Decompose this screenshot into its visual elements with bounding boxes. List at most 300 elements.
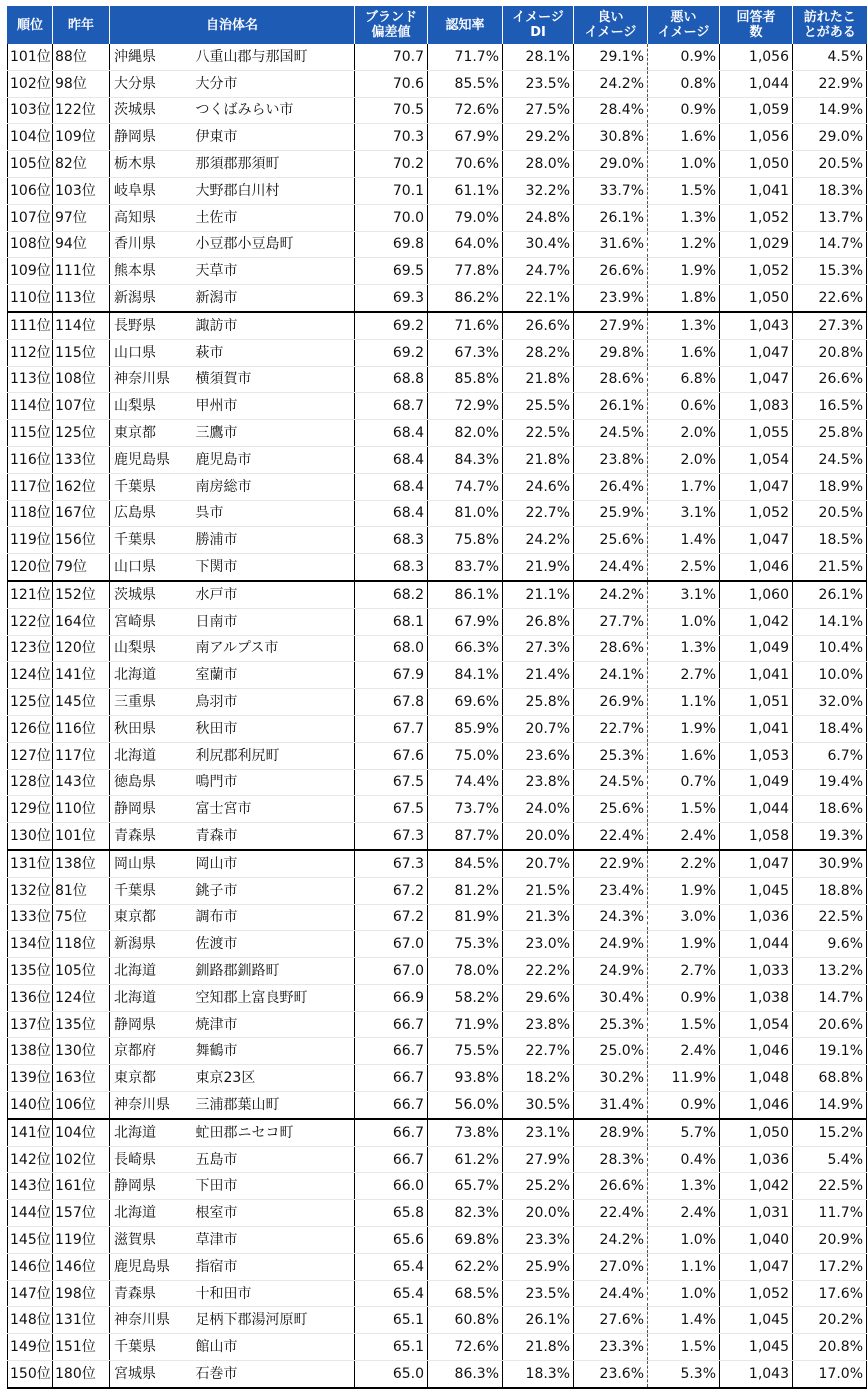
respondents-cell: 1,046 [720,554,793,581]
city-cell: 伊東市 [188,124,355,151]
visited-cell: 20.6% [793,1011,867,1038]
city-cell: 甲州市 [188,393,355,420]
awareness-cell: 79.0% [428,204,503,231]
respondents-cell: 1,047 [720,1253,793,1280]
good-image-cell: 22.4% [574,823,648,850]
good-image-cell: 33.7% [574,177,648,204]
table-row [8,204,867,231]
brand-score-cell: 66.9 [355,984,428,1011]
visited-cell: 21.5% [793,554,867,581]
brand-score-cell: 68.2 [355,581,428,608]
awareness-cell: 74.7% [428,473,503,500]
bad-image-cell: 1.5% [648,796,720,823]
awareness-cell: 72.9% [428,393,503,420]
table-row [8,877,867,904]
awareness-cell: 66.3% [428,635,503,662]
prev-rank-cell: 114位 [53,312,110,339]
table-row [8,823,867,850]
respondents-cell: 1,050 [720,1119,793,1146]
awareness-cell: 73.8% [428,1119,503,1146]
brand-score-cell: 67.5 [355,796,428,823]
respondents-cell: 1,051 [720,689,793,716]
visited-cell: 22.5% [793,904,867,931]
city-cell: 呉市 [188,500,355,527]
prev-rank-cell: 94位 [53,231,110,258]
rank-cell: 126位 [8,715,53,742]
visited-cell: 22.9% [793,70,867,97]
visited-cell: 19.3% [793,823,867,850]
table-row [8,1200,867,1227]
respondents-cell: 1,036 [720,1146,793,1173]
good-image-cell: 26.4% [574,473,648,500]
city-cell: 空知郡上富良野町 [188,984,355,1011]
good-image-cell: 26.6% [574,258,648,285]
table-row [8,958,867,985]
city-cell: 鹿児島市 [188,446,355,473]
image-di-cell: 21.9% [503,554,574,581]
brand-score-cell: 69.8 [355,231,428,258]
brand-score-cell: 70.5 [355,97,428,124]
city-cell: 富士宮市 [188,796,355,823]
table-row [8,796,867,823]
image-di-cell: 27.5% [503,97,574,124]
awareness-cell: 67.3% [428,339,503,366]
rank-cell: 114位 [8,393,53,420]
good-image-cell: 24.3% [574,904,648,931]
table-row [8,904,867,931]
table-row [8,1146,867,1173]
prefecture-cell: 神奈川県 [110,1307,188,1334]
prev-rank-cell: 118位 [53,931,110,958]
awareness-cell: 71.6% [428,312,503,339]
bad-image-cell: 11.9% [648,1065,720,1092]
rank-cell: 139位 [8,1065,53,1092]
city-cell: 三鷹市 [188,420,355,447]
rank-cell: 135位 [8,958,53,985]
image-di-cell: 24.8% [503,204,574,231]
awareness-cell: 85.8% [428,366,503,393]
table-row [8,984,867,1011]
respondents-cell: 1,047 [720,366,793,393]
brand-score-cell: 68.8 [355,366,428,393]
good-image-cell: 27.7% [574,608,648,635]
city-cell: 水戸市 [188,581,355,608]
city-cell: 萩市 [188,339,355,366]
brand-score-cell: 67.0 [355,931,428,958]
good-image-cell: 31.4% [574,1092,648,1119]
prefecture-cell: 鹿児島県 [110,1253,188,1280]
rank-cell: 136位 [8,984,53,1011]
table-row [8,258,867,285]
good-image-cell: 22.7% [574,715,648,742]
visited-cell: 14.1% [793,608,867,635]
respondents-cell: 1,052 [720,500,793,527]
city-cell: 下田市 [188,1173,355,1200]
image-di-cell: 22.5% [503,420,574,447]
prefecture-cell: 岐阜県 [110,177,188,204]
city-cell: 足柄下郡湯河原町 [188,1307,355,1334]
visited-cell: 15.2% [793,1119,867,1146]
awareness-cell: 93.8% [428,1065,503,1092]
awareness-cell: 60.8% [428,1307,503,1334]
prefecture-cell: 徳島県 [110,769,188,796]
visited-cell: 14.9% [793,1092,867,1119]
city-cell: 利尻郡利尻町 [188,742,355,769]
good-image-cell: 25.0% [574,1038,648,1065]
visited-cell: 20.2% [793,1307,867,1334]
image-di-cell: 22.7% [503,1038,574,1065]
bad-image-cell: 3.1% [648,500,720,527]
header-visited: 訪れたこ とがある [793,6,867,44]
awareness-cell: 84.5% [428,850,503,877]
respondents-cell: 1,054 [720,446,793,473]
good-image-cell: 28.3% [574,1146,648,1173]
awareness-cell: 74.4% [428,769,503,796]
header-respondents: 回答者 数 [720,6,793,44]
brand-score-cell: 65.6 [355,1227,428,1254]
visited-cell: 27.3% [793,312,867,339]
city-cell: 三浦郡葉山町 [188,1092,355,1119]
image-di-cell: 28.1% [503,44,574,70]
image-di-cell: 27.3% [503,635,574,662]
awareness-cell: 72.6% [428,97,503,124]
brand-score-cell: 70.6 [355,70,428,97]
respondents-cell: 1,047 [720,850,793,877]
prev-rank-cell: 138位 [53,850,110,877]
respondents-cell: 1,050 [720,151,793,178]
prev-rank-cell: 198位 [53,1280,110,1307]
prev-rank-cell: 117位 [53,742,110,769]
prev-rank-cell: 103位 [53,177,110,204]
visited-cell: 9.6% [793,931,867,958]
bad-image-cell: 1.5% [648,1334,720,1361]
rank-cell: 141位 [8,1119,53,1146]
image-di-cell: 18.3% [503,1361,574,1388]
prefecture-cell: 岡山県 [110,850,188,877]
prefecture-cell: 北海道 [110,1119,188,1146]
image-di-cell: 27.9% [503,1146,574,1173]
prefecture-cell: 北海道 [110,1200,188,1227]
table-row [8,393,867,420]
image-di-cell: 29.2% [503,124,574,151]
good-image-cell: 24.5% [574,769,648,796]
visited-cell: 10.0% [793,662,867,689]
table-row [8,850,867,877]
brand-score-cell: 65.8 [355,1200,428,1227]
awareness-cell: 72.6% [428,1334,503,1361]
respondents-cell: 1,029 [720,231,793,258]
prev-rank-cell: 152位 [53,581,110,608]
good-image-cell: 23.6% [574,1361,648,1388]
brand-score-cell: 67.2 [355,877,428,904]
awareness-cell: 87.7% [428,823,503,850]
city-cell: つくばみらい市 [188,97,355,124]
visited-cell: 17.2% [793,1253,867,1280]
awareness-cell: 56.0% [428,1092,503,1119]
table-row [8,473,867,500]
good-image-cell: 24.1% [574,662,648,689]
prev-rank-cell: 143位 [53,769,110,796]
city-cell: 日南市 [188,608,355,635]
image-di-cell: 26.8% [503,608,574,635]
header-image-di: イメージ DI [503,6,574,44]
bad-image-cell: 5.3% [648,1361,720,1388]
prev-rank-cell: 101位 [53,823,110,850]
respondents-cell: 1,083 [720,393,793,420]
rank-cell: 101位 [8,44,53,70]
bad-image-cell: 1.6% [648,339,720,366]
rank-cell: 124位 [8,662,53,689]
bad-image-cell: 1.3% [648,635,720,662]
good-image-cell: 24.2% [574,70,648,97]
prefecture-cell: 青森県 [110,823,188,850]
good-image-cell: 24.4% [574,1280,648,1307]
prev-rank-cell: 116位 [53,715,110,742]
good-image-cell: 30.8% [574,124,648,151]
brand-score-cell: 66.7 [355,1146,428,1173]
rank-cell: 132位 [8,877,53,904]
image-di-cell: 22.1% [503,285,574,312]
rank-cell: 109位 [8,258,53,285]
image-di-cell: 23.6% [503,742,574,769]
city-cell: 焼津市 [188,1011,355,1038]
brand-score-cell: 67.9 [355,662,428,689]
respondents-cell: 1,044 [720,796,793,823]
awareness-cell: 83.7% [428,554,503,581]
prefecture-cell: 北海道 [110,984,188,1011]
good-image-cell: 25.9% [574,500,648,527]
brand-score-cell: 68.1 [355,608,428,635]
rank-cell: 144位 [8,1200,53,1227]
good-image-cell: 26.1% [574,393,648,420]
respondents-cell: 1,056 [720,44,793,70]
brand-score-cell: 65.4 [355,1253,428,1280]
bad-image-cell: 0.9% [648,984,720,1011]
rank-cell: 140位 [8,1092,53,1119]
awareness-cell: 75.8% [428,527,503,554]
brand-score-cell: 67.3 [355,850,428,877]
visited-cell: 20.8% [793,1334,867,1361]
header-brand-score: ブランド 偏差値 [355,6,428,44]
visited-cell: 20.9% [793,1227,867,1254]
prev-rank-cell: 163位 [53,1065,110,1092]
brand-score-cell: 67.6 [355,742,428,769]
image-di-cell: 20.7% [503,850,574,877]
prev-rank-cell: 110位 [53,796,110,823]
image-di-cell: 21.8% [503,446,574,473]
visited-cell: 17.6% [793,1280,867,1307]
good-image-cell: 25.3% [574,742,648,769]
rank-cell: 112位 [8,339,53,366]
rank-cell: 125位 [8,689,53,716]
brand-score-cell: 67.7 [355,715,428,742]
visited-cell: 20.5% [793,151,867,178]
respondents-cell: 1,059 [720,97,793,124]
prev-rank-cell: 97位 [53,204,110,231]
table-row [8,1119,867,1146]
prefecture-cell: 香川県 [110,231,188,258]
image-di-cell: 28.0% [503,151,574,178]
image-di-cell: 26.1% [503,1307,574,1334]
visited-cell: 18.9% [793,473,867,500]
rank-cell: 147位 [8,1280,53,1307]
awareness-cell: 71.7% [428,44,503,70]
table-row [8,1307,867,1334]
brand-score-cell: 70.3 [355,124,428,151]
respondents-cell: 1,054 [720,1011,793,1038]
respondents-cell: 1,046 [720,1038,793,1065]
awareness-cell: 81.9% [428,904,503,931]
awareness-cell: 84.3% [428,446,503,473]
table-row [8,581,867,608]
prefecture-cell: 熊本県 [110,258,188,285]
brand-score-cell: 70.7 [355,44,428,70]
brand-score-cell: 65.4 [355,1280,428,1307]
prefecture-cell: 千葉県 [110,1334,188,1361]
good-image-cell: 25.3% [574,1011,648,1038]
rank-cell: 148位 [8,1307,53,1334]
table-row [8,1361,867,1388]
brand-score-cell: 67.0 [355,958,428,985]
visited-cell: 25.8% [793,420,867,447]
prefecture-cell: 京都府 [110,1038,188,1065]
prefecture-cell: 北海道 [110,958,188,985]
city-cell: 諏訪市 [188,312,355,339]
visited-cell: 16.5% [793,393,867,420]
rank-cell: 120位 [8,554,53,581]
visited-cell: 19.4% [793,769,867,796]
awareness-cell: 86.3% [428,1361,503,1388]
table-body [8,44,867,1388]
prefecture-cell: 大分県 [110,70,188,97]
prefecture-cell: 静岡県 [110,124,188,151]
prev-rank-cell: 135位 [53,1011,110,1038]
visited-cell: 5.4% [793,1146,867,1173]
prefecture-cell: 茨城県 [110,97,188,124]
brand-score-cell: 66.7 [355,1011,428,1038]
bad-image-cell: 1.3% [648,312,720,339]
bad-image-cell: 0.8% [648,70,720,97]
awareness-cell: 69.6% [428,689,503,716]
respondents-cell: 1,046 [720,1092,793,1119]
prefecture-cell: 千葉県 [110,527,188,554]
respondents-cell: 1,053 [720,742,793,769]
brand-score-cell: 68.4 [355,500,428,527]
prev-rank-cell: 151位 [53,1334,110,1361]
brand-score-cell: 68.4 [355,446,428,473]
bad-image-cell: 1.1% [648,689,720,716]
prefecture-cell: 長崎県 [110,1146,188,1173]
respondents-cell: 1,048 [720,1065,793,1092]
respondents-cell: 1,041 [720,715,793,742]
bad-image-cell: 1.9% [648,931,720,958]
city-cell: 新潟市 [188,285,355,312]
bad-image-cell: 1.6% [648,124,720,151]
prev-rank-cell: 157位 [53,1200,110,1227]
bad-image-cell: 1.8% [648,285,720,312]
respondents-cell: 1,060 [720,581,793,608]
prev-rank-cell: 115位 [53,339,110,366]
image-di-cell: 24.0% [503,796,574,823]
prev-rank-cell: 82位 [53,151,110,178]
visited-cell: 24.5% [793,446,867,473]
good-image-cell: 24.9% [574,958,648,985]
brand-score-cell: 68.3 [355,527,428,554]
rank-cell: 149位 [8,1334,53,1361]
visited-cell: 26.6% [793,366,867,393]
brand-score-cell: 68.0 [355,635,428,662]
prefecture-cell: 高知県 [110,204,188,231]
image-di-cell: 25.9% [503,1253,574,1280]
table-row [8,1227,867,1254]
respondents-cell: 1,047 [720,473,793,500]
prev-rank-cell: 120位 [53,635,110,662]
city-cell: 佐渡市 [188,931,355,958]
visited-cell: 20.8% [793,339,867,366]
rank-cell: 127位 [8,742,53,769]
table-row [8,446,867,473]
prefecture-cell: 北海道 [110,742,188,769]
good-image-cell: 28.4% [574,97,648,124]
respondents-cell: 1,043 [720,312,793,339]
good-image-cell: 29.0% [574,151,648,178]
good-image-cell: 29.1% [574,44,648,70]
city-cell: 下関市 [188,554,355,581]
city-cell: 室蘭市 [188,662,355,689]
header-municipality: 自治体名 [110,6,355,44]
good-image-cell: 27.0% [574,1253,648,1280]
prefecture-cell: 新潟県 [110,931,188,958]
prev-rank-cell: 79位 [53,554,110,581]
table-row [8,662,867,689]
bad-image-cell: 1.0% [648,1227,720,1254]
bad-image-cell: 5.7% [648,1119,720,1146]
brand-score-cell: 69.3 [355,285,428,312]
table-row [8,1280,867,1307]
city-cell: 青森市 [188,823,355,850]
table-row [8,500,867,527]
image-di-cell: 22.2% [503,958,574,985]
prev-rank-cell: 81位 [53,877,110,904]
image-di-cell: 21.5% [503,877,574,904]
image-di-cell: 25.2% [503,1173,574,1200]
city-cell: 那須郡那須町 [188,151,355,178]
city-cell: 指宿市 [188,1253,355,1280]
brand-score-cell: 65.0 [355,1361,428,1388]
table-row [8,554,867,581]
respondents-cell: 1,049 [720,635,793,662]
good-image-cell: 24.2% [574,581,648,608]
brand-score-cell: 66.7 [355,1038,428,1065]
awareness-cell: 78.0% [428,958,503,985]
bad-image-cell: 2.4% [648,1200,720,1227]
prefecture-cell: 広島県 [110,500,188,527]
table-row [8,1253,867,1280]
visited-cell: 32.0% [793,689,867,716]
good-image-cell: 30.4% [574,984,648,1011]
city-cell: 天草市 [188,258,355,285]
prefecture-cell: 三重県 [110,689,188,716]
ranking-table [7,6,867,1389]
bad-image-cell: 0.6% [648,393,720,420]
rank-cell: 116位 [8,446,53,473]
brand-score-cell: 67.3 [355,823,428,850]
prefecture-cell: 青森県 [110,1280,188,1307]
good-image-cell: 22.9% [574,850,648,877]
bad-image-cell: 2.0% [648,446,720,473]
image-di-cell: 24.7% [503,258,574,285]
prefecture-cell: 山梨県 [110,635,188,662]
